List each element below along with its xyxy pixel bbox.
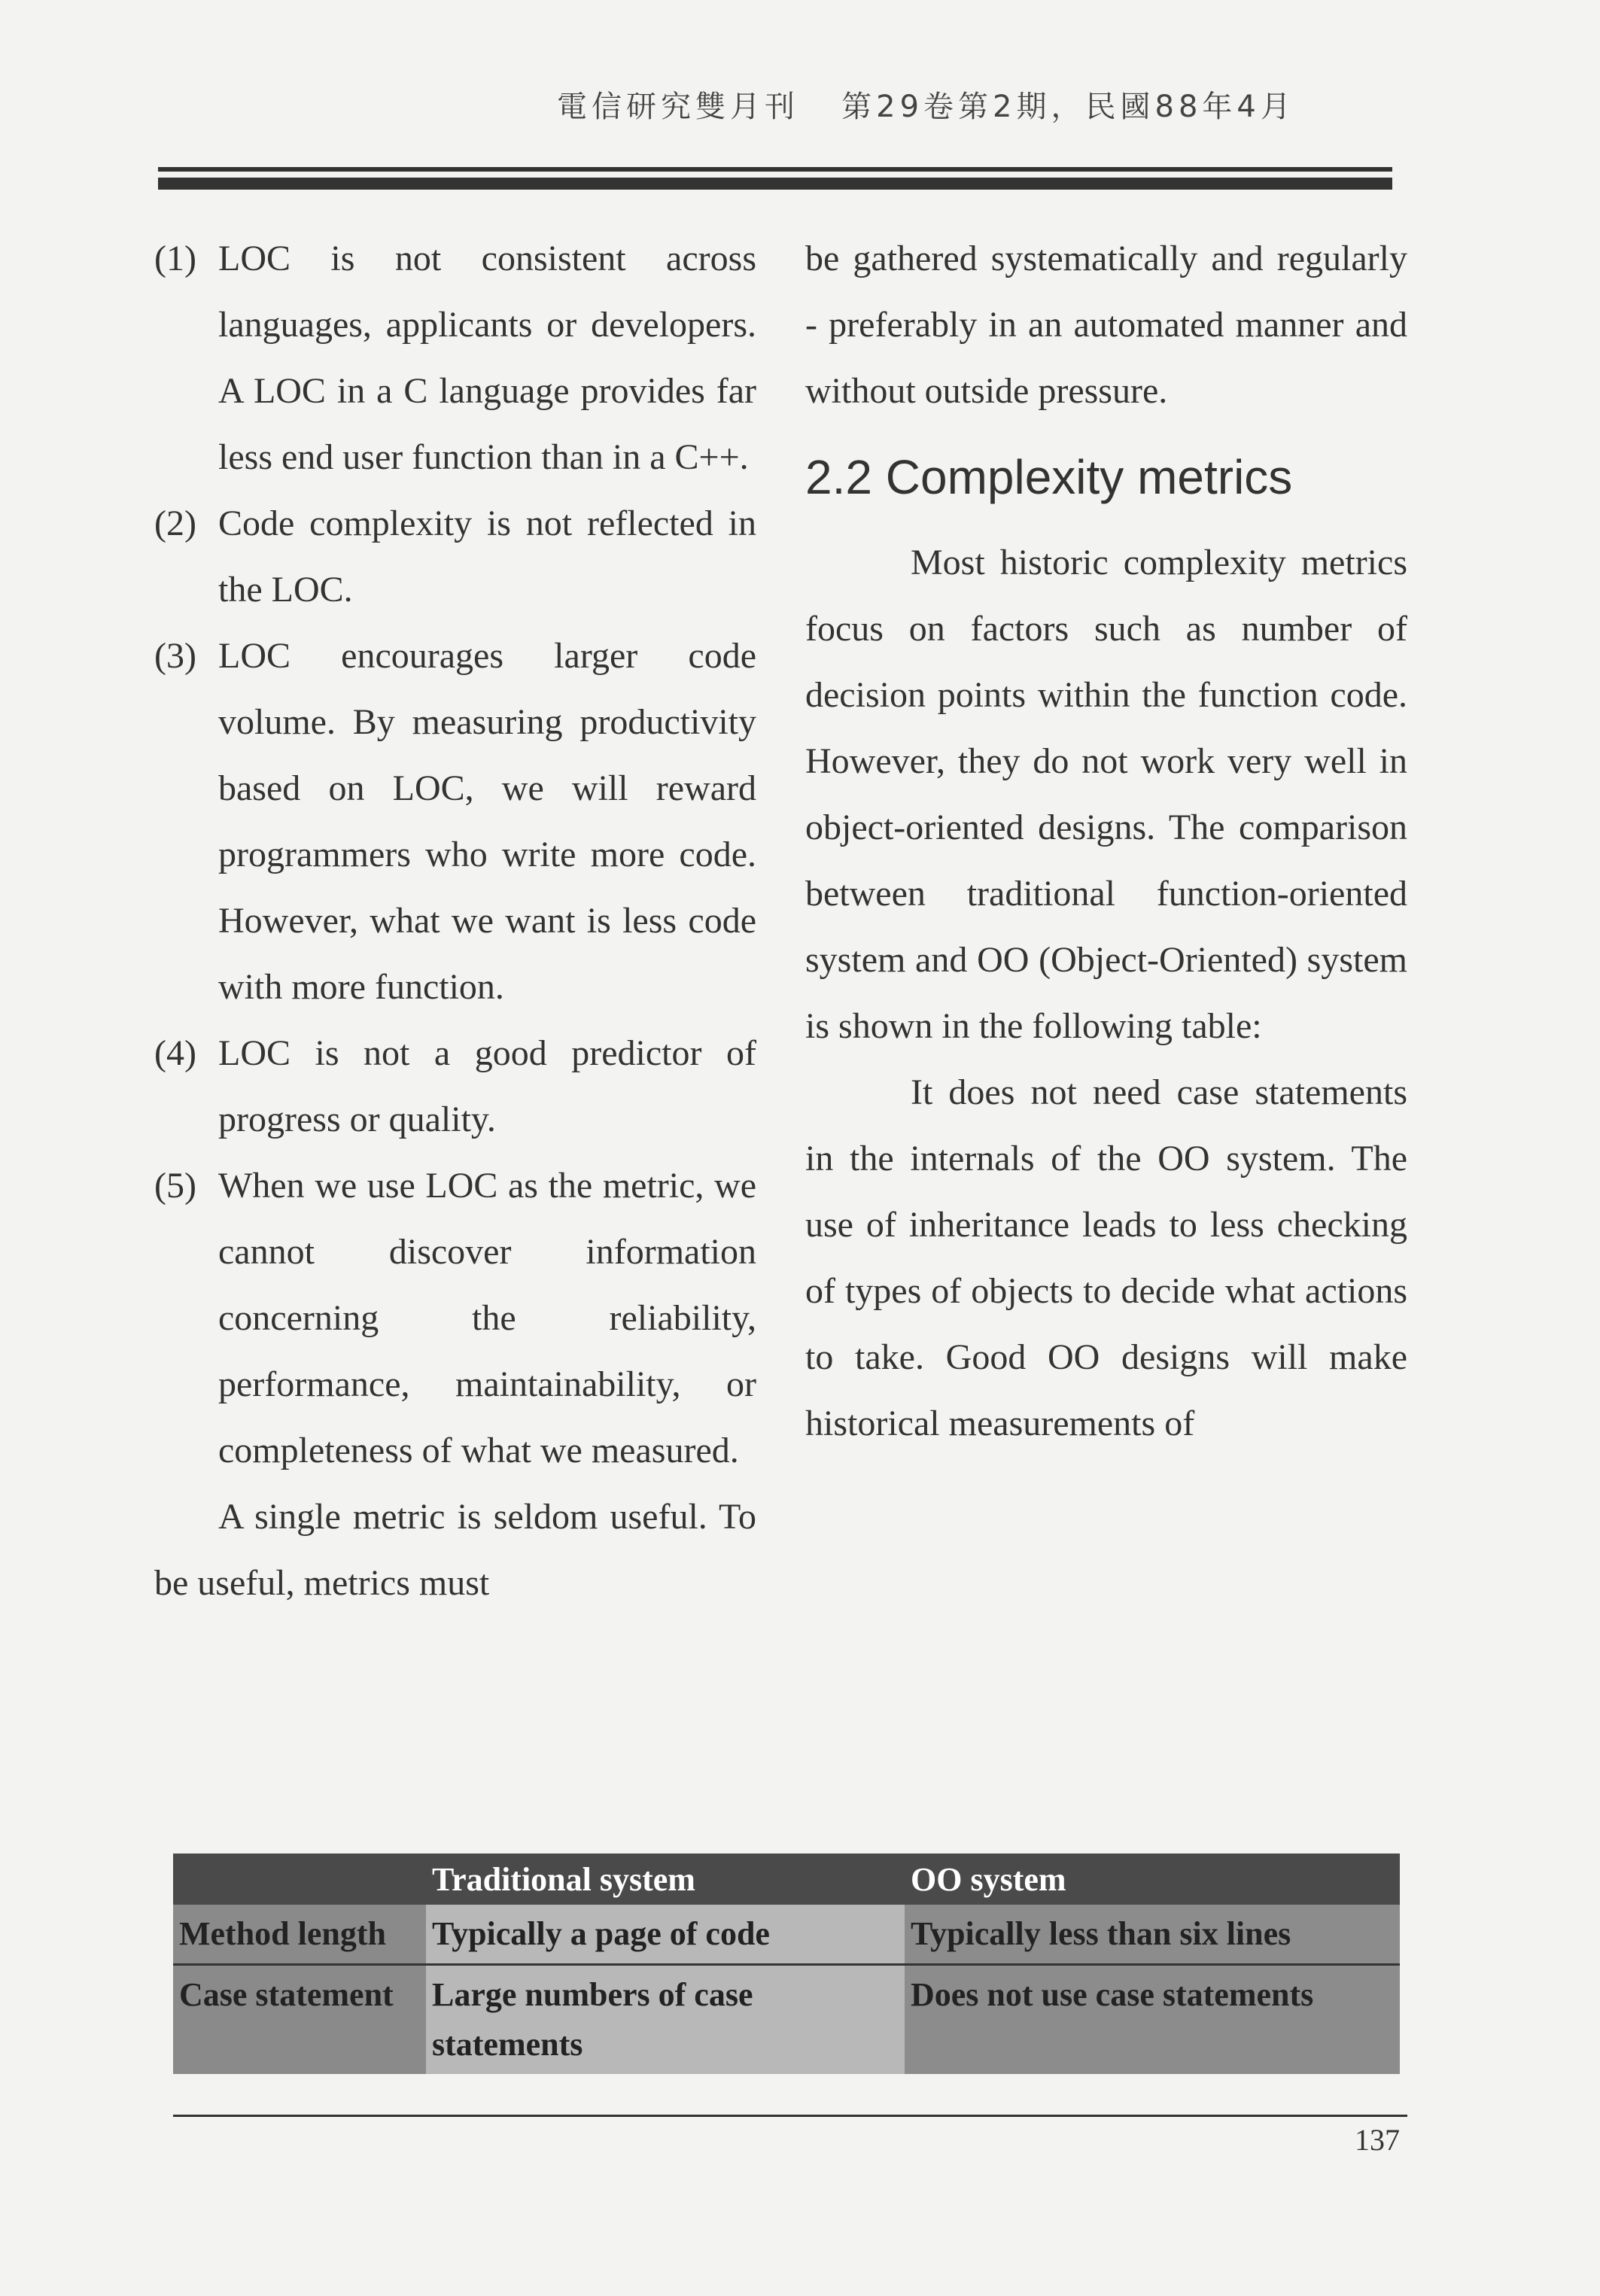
right-column [805,226,1407,1457]
table-row [173,1905,1400,1965]
page-number: 137 [1355,2123,1400,2157]
list-item: (4) LOC is not a good predictor of progress or quality. [154,1033,756,1139]
table-header [173,1854,426,1905]
header-rule-thick [158,178,1392,190]
closing-paragraph: A single metric is seldom useful. To be useful, metrics must [154,1497,756,1603]
table-header: OO system [905,1854,1400,1905]
list-item: (3) LOC encourages larger code volume. By measuring productivity based on LOC, we will reward programmers who write more code. However, what we want is less code with more function. [154,636,756,1007]
table-header-row [173,1854,1400,1905]
table-cell: Typically a page of code [426,1905,905,1965]
table-row [173,1965,1400,2075]
section-heading: 2.2 Complexity metrics [805,450,1293,504]
table-header: Traditional system [426,1854,905,1905]
running-header [557,83,1295,126]
body-paragraph: It does not need case statements in the internals of the OO system. The use of inheritance leads to less checking of types of objects to decide what actions to take. Good OO designs will make historical measurements of [805,1072,1407,1443]
left-column [154,226,756,1616]
issue-info: 第29卷第2期，民國88年4月 [841,90,1295,124]
list-item: (5) When we use LOC as the metric, we cannot discover information concerning the reliability, performance, maintainability, or completeness of what we measured. [154,1166,756,1470]
comparison-table [173,1854,1400,2074]
table-cell: Case statement [173,1965,426,2075]
list-item: (2) Code complexity is not reflected in the LOC. [154,503,756,610]
body-paragraph: Most historic complexity metrics focus on factors such as number of decision points within the function code. However, they do not work very well in object-oriented designs. The comparison between traditional function-oriented system and OO (Object-Oriented) system is shown in the following table: [805,543,1407,1046]
journal-title: 電信研究雙月刊 [557,90,799,124]
table-cell: Typically less than six lines [905,1905,1400,1965]
continuation-paragraph: be gathered systematically and regularly - preferably in an automated manner and without outside pressure. [805,239,1407,411]
table-cell: Does not use case statements [905,1965,1400,2075]
table-cell: Method length [173,1905,426,1965]
list-item: (1) LOC is not consistent across languages, applicants or developers. A LOC in a C language provides far less end user function than in a C++. [154,239,756,477]
footer-rule [173,2115,1407,2117]
table-cell: Large numbers of case statements [426,1965,905,2075]
header-rule-thin [158,167,1392,172]
